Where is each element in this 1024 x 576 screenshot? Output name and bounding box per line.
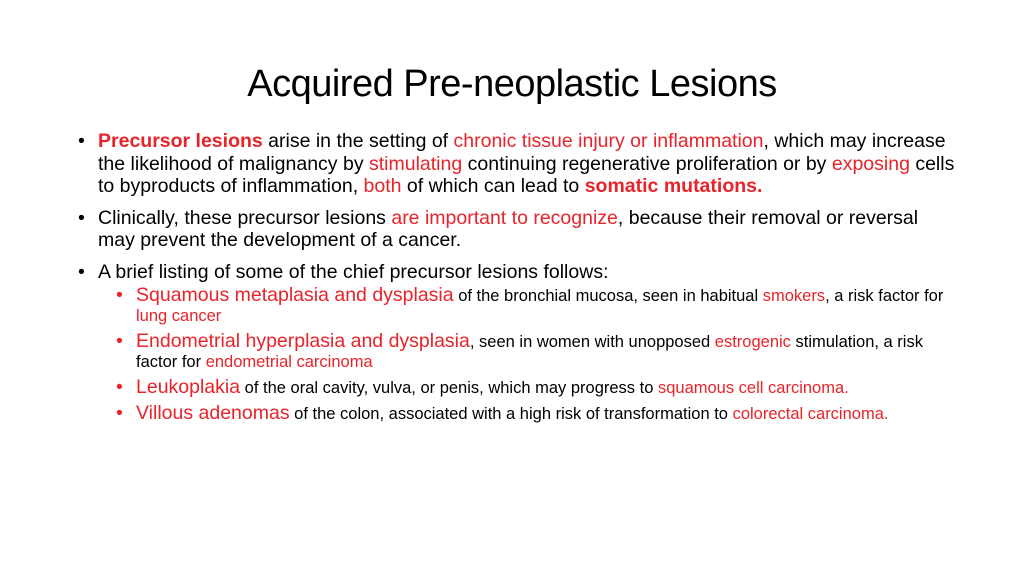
sub-bullet-icon: • — [116, 284, 123, 306]
highlight-exposing: exposing — [831, 152, 910, 175]
text-segment: of the oral cavity, vulva, or penis, which may progress to — [240, 379, 658, 397]
highlight-colorectal-carcinoma: colorectal carcinoma. — [732, 405, 889, 423]
highlight-lung-cancer: lung cancer — [136, 307, 222, 325]
text-segment: of the colon, associated with a high risk of transformation to — [289, 405, 733, 423]
bullet-icon: • — [78, 260, 85, 283]
term-squamous-metaplasia: Squamous metaplasia and dysplasia — [136, 284, 454, 306]
text-segment: Clinically, these precursor lesions — [98, 206, 392, 229]
bullet-item-clinical-importance — [78, 207, 958, 252]
bullet-item-precursor-lesions — [78, 130, 958, 198]
text-segment: of the bronchial mucosa, seen in habitual — [453, 287, 763, 305]
bullet-icon: • — [78, 206, 85, 229]
sub-bullet-list — [98, 285, 958, 424]
text-segment: , which may increase the likelihood of malignancy by — [98, 130, 946, 175]
term-villous-adenomas: Villous adenomas — [136, 402, 290, 424]
sub-bullet-icon: • — [116, 376, 123, 398]
sub-bullet-icon: • — [116, 330, 123, 352]
text-segment: cells to byproducts of inflammation, — [98, 152, 955, 197]
term-endometrial-hyperplasia: Endometrial hyperplasia and dysplasia — [136, 330, 470, 352]
highlight-chronic-injury: chronic tissue injury or inflammation — [453, 130, 764, 152]
bullet-icon: • — [78, 130, 85, 152]
bullet-list — [78, 130, 958, 433]
bullet-item-listing — [78, 261, 958, 425]
text-segment: , because their removal or reversal may prevent the development of a cancer. — [98, 206, 919, 251]
text-segment: of which can lead to — [401, 175, 585, 197]
highlight-estrogenic: estrogenic — [714, 333, 791, 351]
term-somatic-mutations: somatic mutations. — [584, 175, 763, 197]
slide-title: Acquired Pre-neoplastic Lesions — [247, 63, 777, 105]
text-segment: arise in the setting of — [262, 130, 454, 152]
highlight-endometrial-carcinoma: endometrial carcinoma — [205, 353, 373, 371]
sub-bullet-squamous — [116, 285, 958, 326]
text-segment: continuing regenerative proliferation or by — [462, 152, 832, 175]
term-precursor-lesions: Precursor lesions — [98, 130, 263, 152]
term-leukoplakia: Leukoplakia — [136, 376, 241, 398]
highlight-stimulating: stimulating — [369, 152, 463, 175]
text-segment: A brief listing of some of the chief precursor lesions follows: — [98, 260, 609, 283]
highlight-both: both — [363, 175, 402, 197]
highlight-squamous-cell-carcinoma: squamous cell carcinoma. — [657, 379, 849, 397]
sub-bullet-icon: • — [116, 402, 123, 424]
highlight-important: are important to recognize — [391, 206, 618, 229]
highlight-smokers: smokers — [762, 287, 826, 305]
text-segment: , a risk factor for — [825, 287, 944, 305]
text-segment: , seen in women with unopposed — [469, 333, 715, 351]
sub-bullet-villous — [116, 403, 958, 424]
sub-bullet-endometrial — [116, 331, 958, 372]
text-segment: stimulation, a risk factor for — [136, 333, 923, 371]
sub-bullet-leukoplakia — [116, 377, 958, 398]
